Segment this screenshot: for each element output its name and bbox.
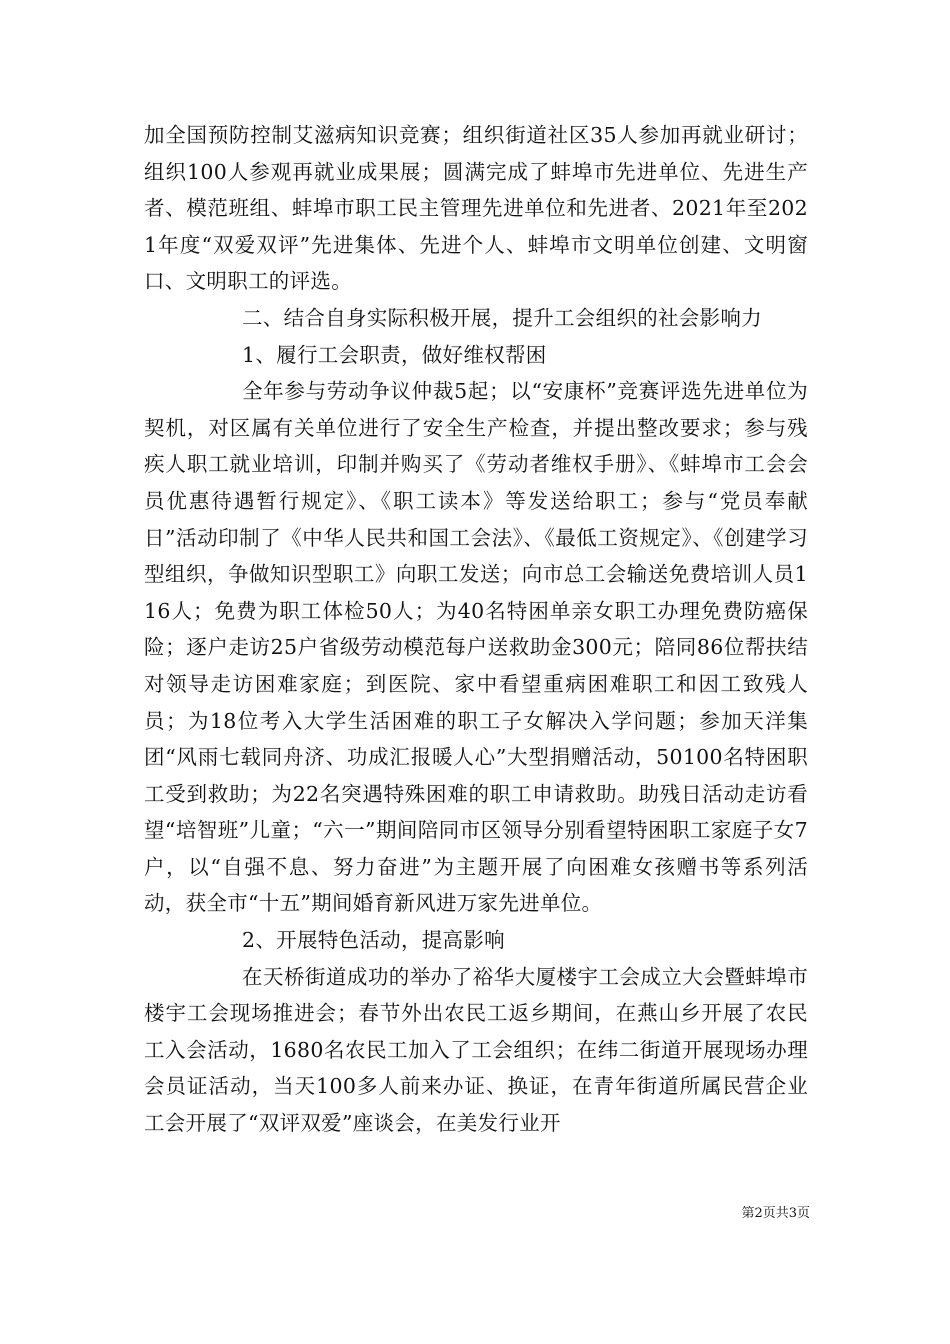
section-heading: 二、结合自身实际积极开展，提升工会组织的社会影响力 — [242, 305, 762, 330]
document-body — [144, 117, 808, 1142]
paragraph-continuation: 加全国预防控制艾滋病知识竞赛；组织街道社区35人参加再就业研讨；组织100人参观再就业成果展；圆满完成了蚌埠市先进单位、先进生产者、模范班组、蚌埠市职工民主管理先进单位和先进者、2021年至2021年度“双爱双评”先进集体、先进个人、蚌埠市文明单位创建、文明窗口、文明职工的评选。 — [144, 123, 808, 294]
paragraph-special-activities: 在天桥街道成功的举办了裕华大厦楼宇工会成立大会暨蚌埠市楼宇工会现场推进会；春节外出农民工返乡期间，在燕山乡开展了农民工入会活动，1680名农民工加入了工会组织；在纬二街道开展现场办理会员证活动，当天100多人前来办证、换证，在青年街道所属民营企业工会开展了“双评双爱”座谈会，在美发行业开 — [144, 964, 808, 1136]
subsection-heading-1: 1、履行工会职责，做好维权帮困 — [242, 342, 547, 367]
page-number-footer: 第2页共3页 — [741, 1206, 810, 1221]
subsection-heading-2: 2、开展特色活动，提高影响 — [242, 928, 505, 953]
paragraph-rights-protection: 全年参与劳动争议仲裁5起；以“安康杯”竞赛评选先进单位为契机，对区属有关单位进行了安全生产检查，并提出整改要求；参与残疾人职工就业培训，印制并购买了《劳动者维权手册》、《蚌埠市工会会员优惠待遇暂行规定》、《职工读本》等发送给职工；参与“党员奉献日”活动印制了《中华人民共和国工会法》、《最低工资规定》、《创建学习型组织，争做知识型职工》向职工发送；向市总工会输送免费培训人员116人；免费为职工体检50人；为40名特困单亲女职工办理免费防癌保险；逐户走访25户省级劳动模范每户送救助金300元；陪同86位帮扶结对领导走访困难家庭；到医院、家中看望重病困难职工和因工致残人员；为18位考入大学生活困难的职工子女解决入学问题；参加天洋集团“风雨七载同舟济、功成汇报暖人心”大型捐赠活动，50100名特困职工受到救助；为22名突遇特殊困难的职工申请救助。助残日活动走访看望“培智班”儿童；“六一”期间陪同市区领导分别看望特困职工家庭子女7户，以“自强不息、努力奋进”为主题开展了向困难女孩赠书等系列活动，获全市“十五”期间婚育新风进万家先进单位。 — [144, 379, 808, 916]
